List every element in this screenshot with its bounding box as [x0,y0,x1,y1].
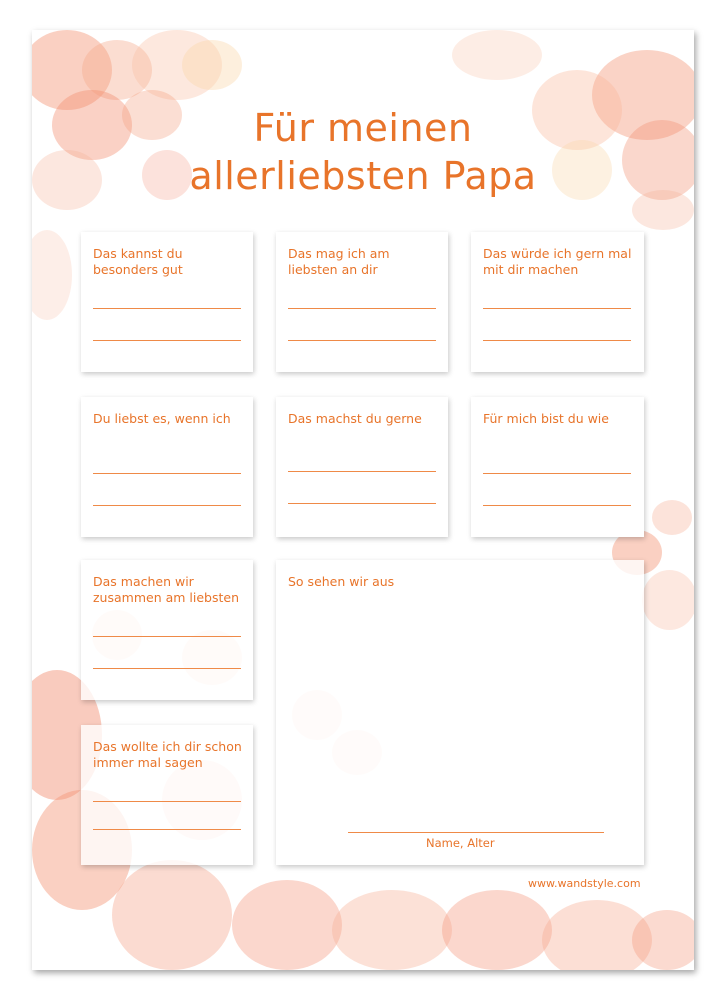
writing-line [93,829,241,830]
poster-sheet [32,30,694,970]
website-link[interactable]: www.wandstyle.com [528,877,641,890]
writing-line [93,340,241,341]
card-label: Du liebst es, wenn ich [93,411,231,426]
photo-box-label: So sehen wir aus [288,574,395,589]
writing-line [93,801,241,802]
card-label: Das mag ich am liebsten an dir [288,246,390,277]
writing-line [483,473,631,474]
writing-line [483,505,631,506]
card-label: Das würde ich gern mal mit dir machen [483,246,632,277]
card-zusammen-am-liebsten [81,560,253,700]
writing-line [93,668,241,669]
card-label: Das machst du gerne [288,411,422,426]
writing-line [93,636,241,637]
card-du-liebst-es [81,397,253,537]
writing-line [288,340,436,341]
page-title-line2: allerliebsten Papa [189,154,537,198]
card-machst-du-gerne [276,397,448,537]
photo-caption: Name, Alter [426,836,495,850]
card-label: Das machen wir zusammen am liebsten [93,574,240,605]
writing-line [288,503,436,504]
writing-line [288,471,436,472]
card-fuer-mich-bist-du-wie [471,397,644,537]
page-title-line1: Für meinen [253,106,473,150]
writing-line [93,505,241,506]
caption-line [348,832,604,833]
card-label: Für mich bist du wie [483,411,609,426]
card-label: Das kannst du besonders gut [93,246,183,277]
writing-line [483,308,631,309]
card-liebsten-an-dir [276,232,448,372]
writing-line [93,308,241,309]
writing-line [483,340,631,341]
card-label: Das wollte ich dir schon immer mal sagen [93,739,242,770]
card-mit-dir-machen [471,232,644,372]
writing-line [288,308,436,309]
photo-box [276,560,644,865]
card-immer-mal-sagen [81,725,253,865]
card-besonders-gut [81,232,253,372]
writing-line [93,473,241,474]
